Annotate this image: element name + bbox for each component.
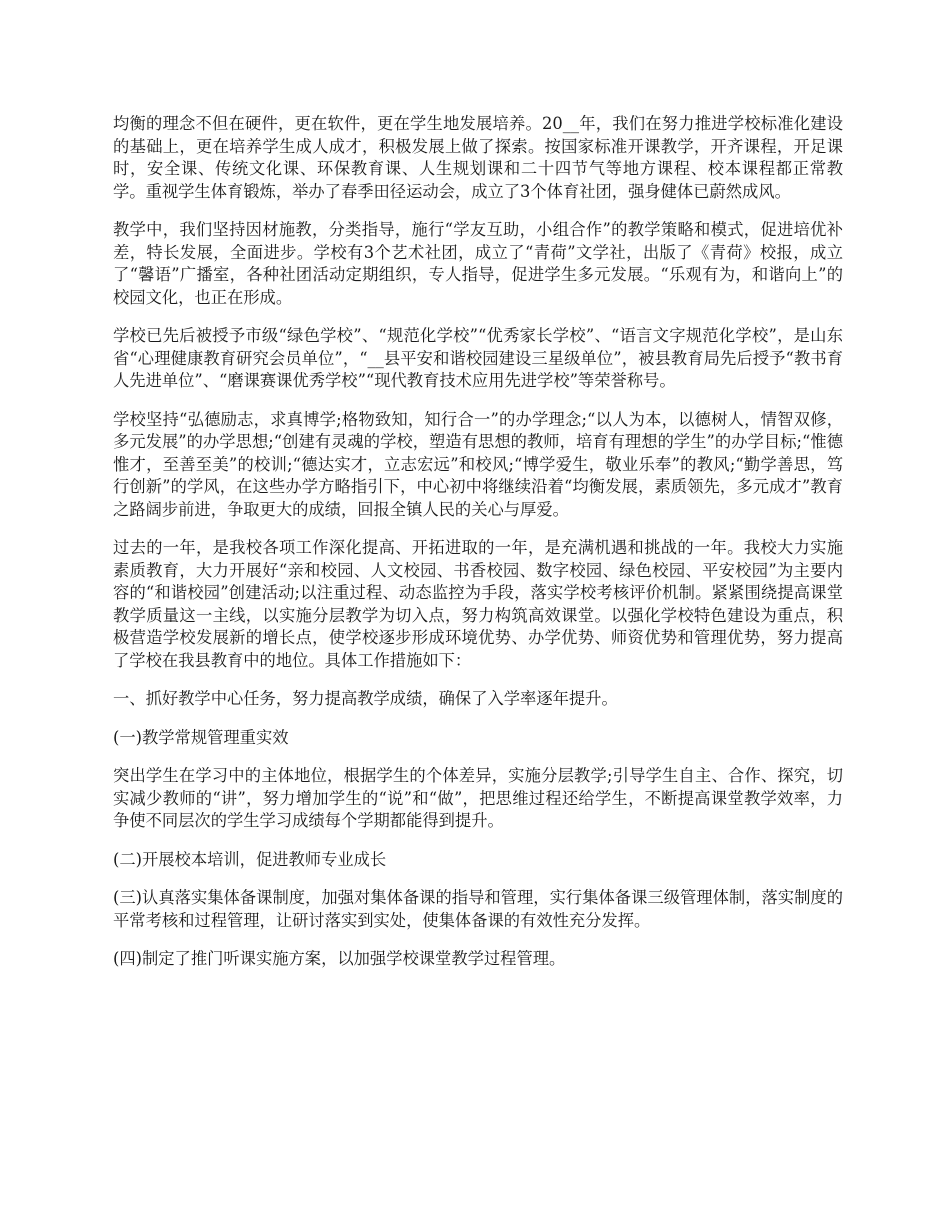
section-heading-1: 一、抓好教学中心任务，努力提高教学成绩，确保了入学率逐年提升。 — [113, 689, 618, 708]
paragraph-year-review: 过去的一年，是我校各项工作深化提高、开拓进取的一年，是充满机遇和挑战的一年。我校大力实施素质教育，大力开展好“亲和校园、人文校园、书香校园、数字校园、绿色校园、平安校园”为主要内容的“和谐校园”创建活动;以注重过程、动态监控为手段，落实学校考核评价机制。紧紧围绕提高课堂教学质量这一主线，以实施分层教学为切入点，努力构筑高效课堂。以强化学校特色建设为重点，积极营造学校发展新的增长点，使学校逐步形成环境优势、办学优势、师资优势和管理优势，努力提高了学校在我县教育中的地位。具体工作措施如下： — [113, 538, 843, 670]
paragraph-layered-teaching: 突出学生在学习中的主体地位，根据学生的个体差异，实施分层教学;引导学生自主、合作、探究，切实减少教师的“讲”，努力增加学生的“说”和“做”，把思维过程还给学生，不断提高课堂教学效率，力争使不同层次的学生学习成绩每个学期都能得到提升。 — [113, 766, 843, 830]
subsection-heading-2: (二)开展校本培训，促进教师专业成长 — [113, 849, 387, 869]
document-body — [113, 113, 843, 987]
paragraph-honors: 学校已先后被授予市级“绿色学校”、“规范化学校”“优秀家长学校”、“语言文字规范化学校”，是山东省“心理健康教育研究会员单位”，“__县平安和谐校园建设三星级单位”，被县教育局先后授予“教书育人先进单位”、“磨课赛课优秀学校”“现代教育技术应用先进学校”等荣誉称号。 — [113, 326, 843, 390]
paragraph-balanced-development: 均衡的理念不但在硬件，更在软件，更在学生地发展培养。20__年，我们在努力推进学校标准化建设的基础上，更在培养学生成人成才，积极发展上做了探索。按国家标准开课教学，开齐课程，开足课时，安全课、传统文化课、环保教育课、人生规划课和二十四节气等地方课程、校本课程都正常教学。重视学生体育锻炼，举办了春季田径运动会，成立了3个体育社团，强身健体已蔚然成风。 — [113, 114, 843, 201]
subsection-heading-1: (一)教学常规管理重实效 — [113, 727, 289, 747]
paragraph-teaching-strategy: 教学中，我们坚持因材施教，分类指导，施行“学友互助，小组合作”的教学策略和模式，促进培优补差，特长发展，全面进步。学校有3个艺术社团，成立了“青荷”文学社，出版了《青荷》校报，成立了“馨语”广播室，各种社团活动定期组织，专人指导，促进学生多元发展。“乐观有为，和谐向上”的校园文化，也正在形成。 — [113, 220, 843, 307]
paragraph-school-philosophy: 学校坚持“弘德励志，求真博学;格物致知，知行合一”的办学理念;“以人为本，以德树人，情智双修，多元发展”的办学思想;“创建有灵魂的学校，塑造有思想的教师，培育有理想的学生”的办学目标;“惟德惟才，至善至美”的校训;“德达实才，立志宏远”和校风;“博学爱生，敬业乐奉”的教风;“勤学善思，笃行创新”的学风，在这些办学方略指引下，中心初中将继续沿着“均衡发展，素质领先，多元成才”教育之路阔步前进，争取更大的成绩，回报全镇人民的关心与厚爱。 — [113, 409, 843, 519]
subsection-class-observation: (四)制定了推门听课实施方案，以加强学校课堂教学过程管理。 — [113, 949, 566, 968]
subsection-collective-lesson-prep: (三)认真落实集体备课制度，加强对集体备课的指导和管理，实行集体备课三级管理体制，落实制度的平常考核和过程管理，让研讨落实到实处，使集体备课的有效性充分发挥。 — [113, 888, 843, 930]
